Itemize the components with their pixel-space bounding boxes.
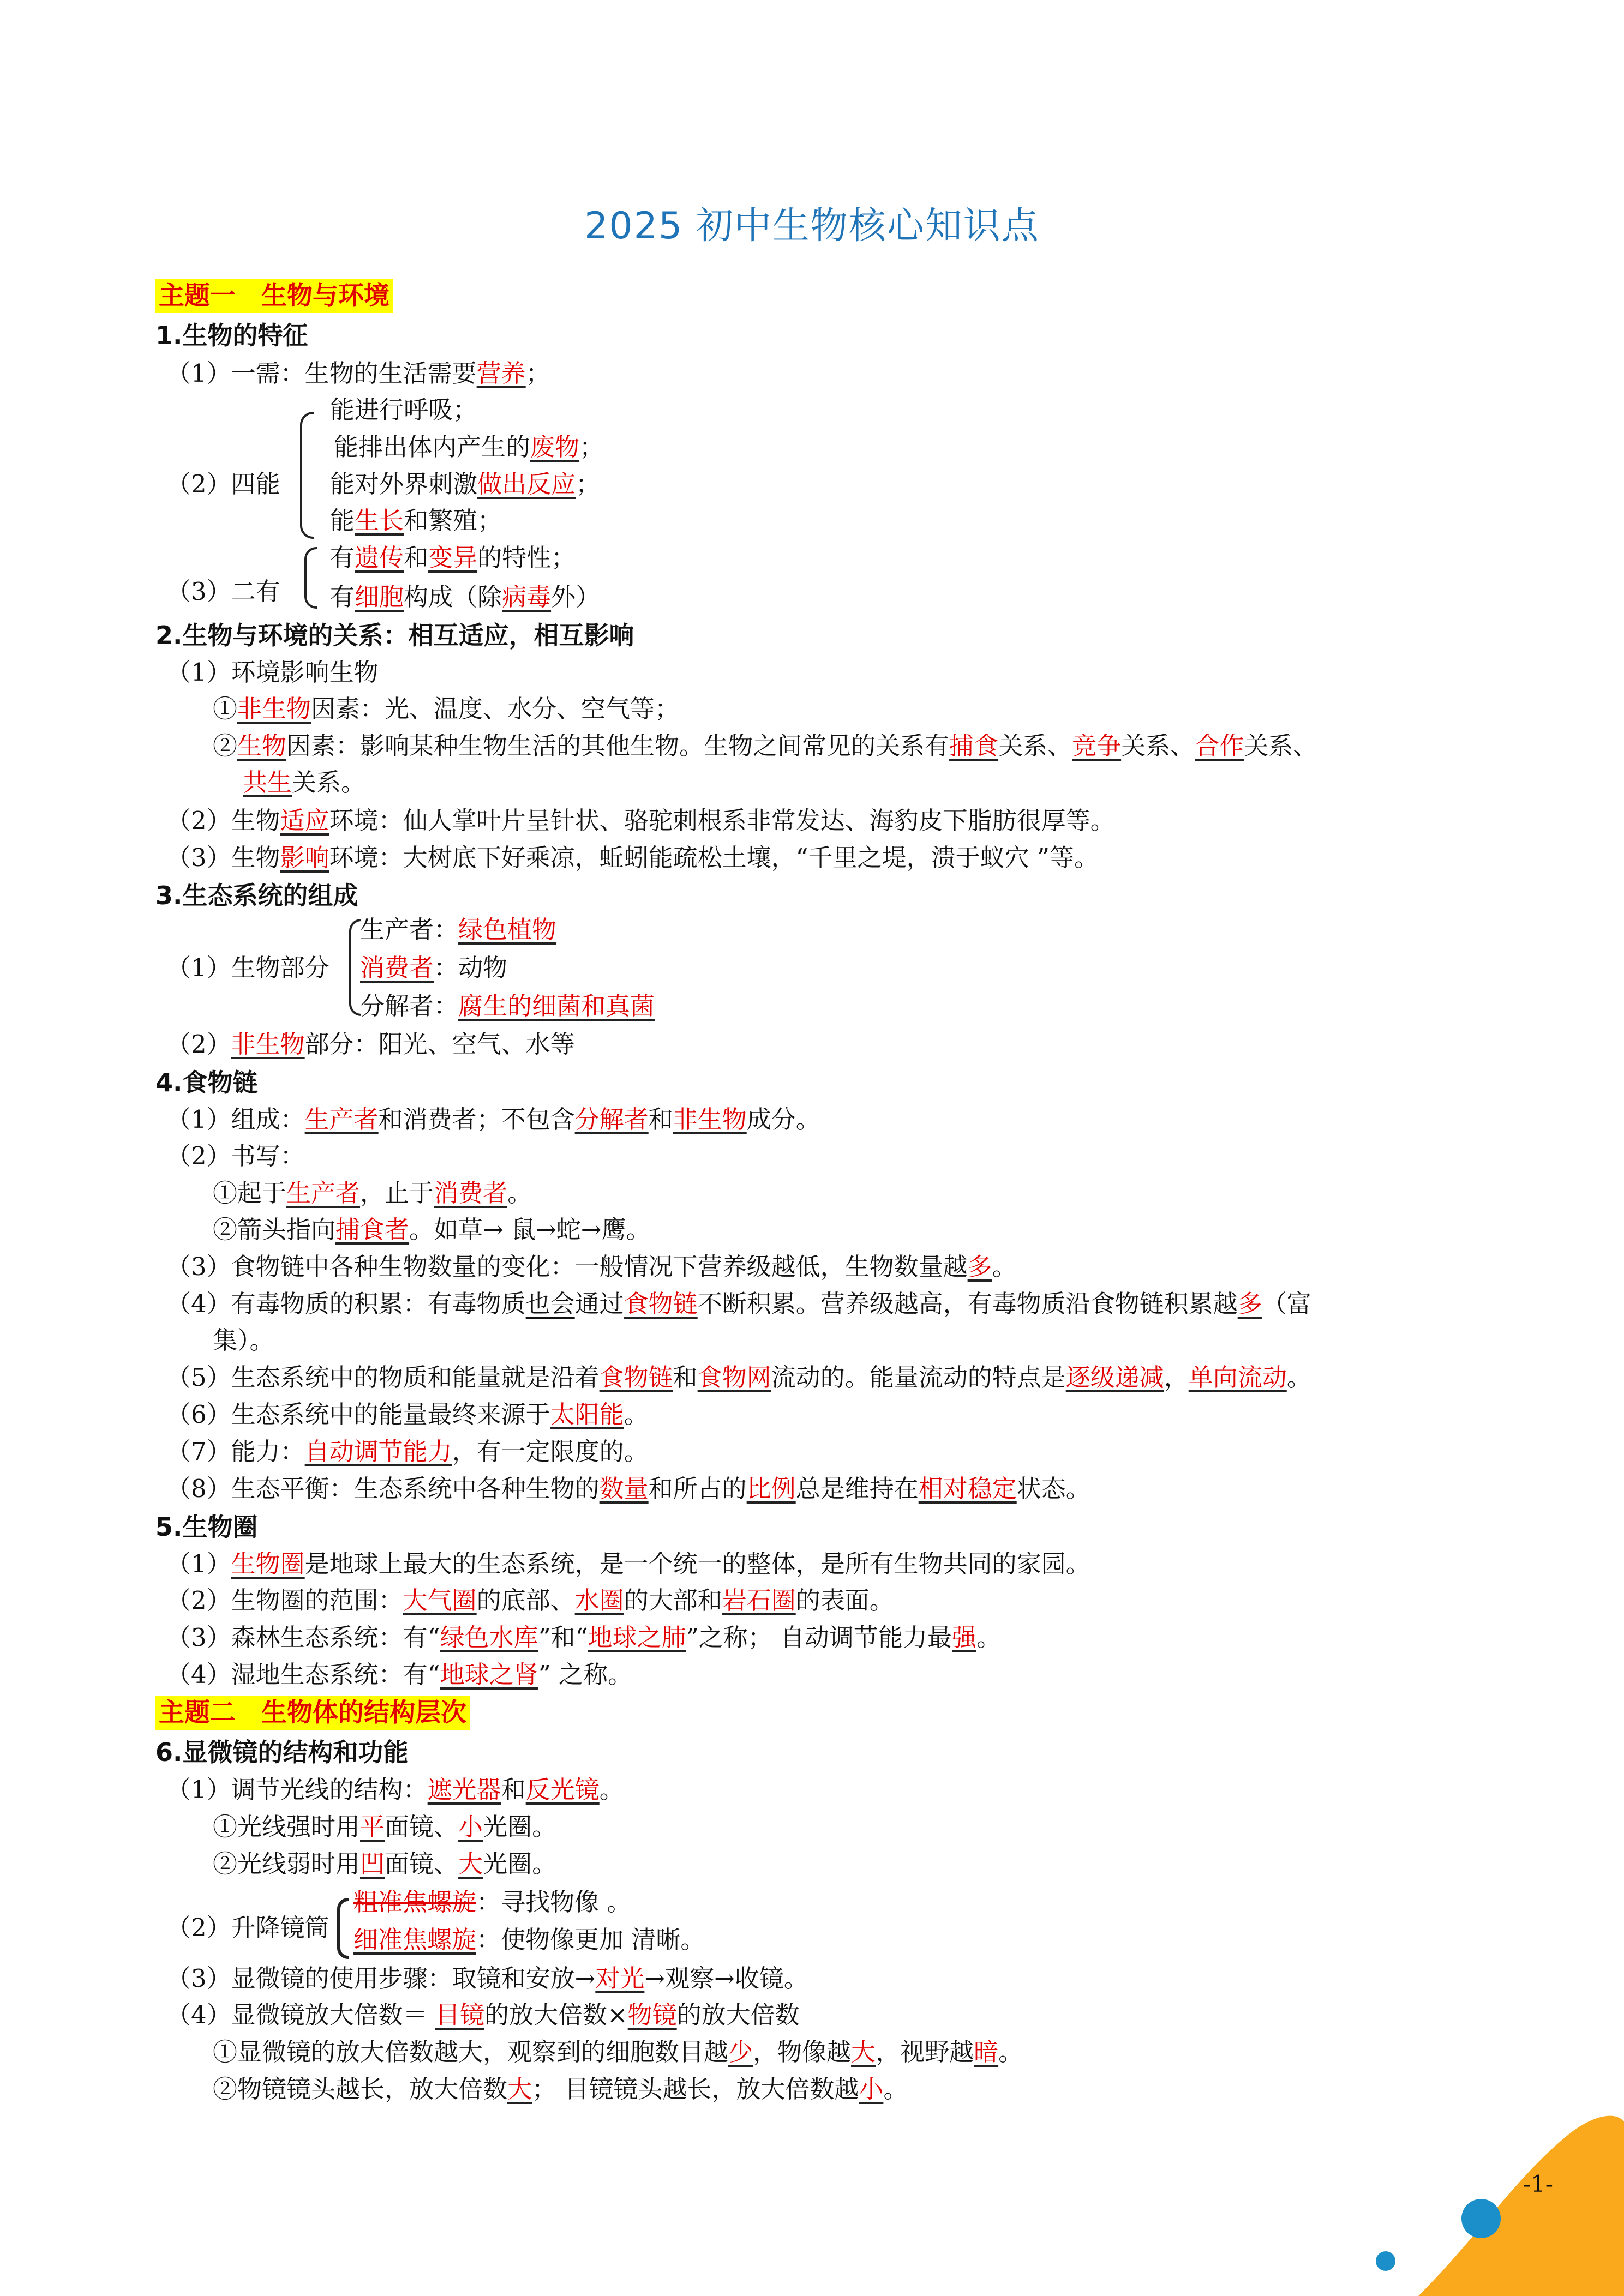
s5-line-d: （4）湿地生态系统：有“地球之肾” 之称。 [166, 1660, 632, 1689]
s3-line-a3: 分解者：腐生的细菌和真菌 [360, 991, 655, 1020]
s2-line-a2: ②生物因素：影响某种生物生活的其他生物。生物之间常见的关系有捕食关系、竞争关系、合作关系、 [213, 731, 1318, 760]
blue-dot-small [1376, 2251, 1395, 2271]
section-heading-4: 4.食物链 [155, 1068, 258, 1097]
theme-heading-2: 主题二 生物体的结构层次 [155, 1696, 470, 1730]
section-heading-3: 3.生态系统的组成 [155, 881, 358, 910]
brace-four-abilities [300, 412, 314, 539]
s1-line-c2: 有细胞构成（除病毒外） [330, 582, 601, 611]
s5-line-b: （2）生物圈的范围：大气圈的底部、水圈的大部和岩石圈的表面。 [166, 1586, 894, 1615]
s3-line-a1: 生产者：绿色植物 [360, 915, 557, 944]
s5-line-a: （1）生物圈是地球上最大的生态系统，是一个统一的整体，是所有生物共同的家园。 [166, 1549, 1090, 1578]
blue-dot-large [1461, 2199, 1501, 2238]
s4-line-g: （7）能力：自动调节能力，有一定限度的。 [166, 1437, 649, 1466]
brace-biotic-parts [349, 919, 361, 1016]
s6-line-b1: 粗准焦螺旋：寻找物像 。 [353, 1888, 632, 1916]
s2-line-c: （3）生物影响环境：大树底下好乘凉，蚯蚓能疏松土壤，“千里之堤，溃于蚁穴 ”等。 [166, 843, 1099, 872]
section-heading-6: 6.显微镜的结构和功能 [155, 1738, 409, 1767]
s4-line-d2: 集）。 [213, 1326, 274, 1355]
s1-four-label: （2）四能 [166, 470, 280, 498]
page-number: -1- [1523, 2171, 1553, 2197]
s4-line-b: （2）书写： [166, 1141, 305, 1170]
s6-line-d1: ①显微镜的放大倍数越大，观察到的细胞数目越少，物像越大，视野越暗。 [213, 2037, 1023, 2066]
s2-line-b: （2）生物适应环境：仙人掌叶片呈针状、骆驼刺根系非常发达、海豹皮下脂肪很厚等。 [166, 806, 1115, 835]
section-heading-1: 1.生物的特征 [155, 321, 308, 350]
s6-line-a1: ①光线强时用平面镜、小光圈。 [213, 1812, 557, 1841]
s1-line-c1: 有遗传和变异的特性； [330, 543, 576, 572]
s6-line-a2: ②光线弱时用凹面镜、大光圈。 [213, 1849, 557, 1878]
s2-line-a: （1）环境影响生物 [166, 658, 379, 687]
s1-two-label: （3）二有 [166, 577, 280, 606]
s4-line-b2: ②箭头指向捕食者。如草→ 鼠→蛇→鹰。 [213, 1215, 651, 1244]
s6-line-d: （4）显微镜放大倍数＝ 目镜的放大倍数×物镜的放大倍数 [166, 2000, 800, 2029]
brace-focus-knobs [337, 1898, 349, 1959]
s5-line-c: （3）森林生态系统：有“绿色水库”和“地球之肺”之称； 自动调节能力最强。 [166, 1623, 1002, 1652]
s3-bio-label: （1）生物部分 [166, 953, 329, 982]
orange-wave-shape [1418, 2116, 1624, 2296]
s1-line-b2: 能排出体内产生的废物； [334, 432, 604, 461]
brace-two-haves [304, 547, 317, 609]
s6-line-b2: 细准焦螺旋：使物像更加 清晰。 [353, 1925, 705, 1954]
s4-line-d: （4）有毒物质的积累：有毒物质也会通过食物链不断积累。营养级越高，有毒物质沿食物链积累越多（富 [166, 1289, 1311, 1318]
s3-line-a2: 消费者：动物 [360, 953, 508, 982]
s1-line-a: （1）一需：生物的生活需要营养； [166, 359, 550, 388]
s2-line-a3: 共生关系。 [243, 768, 366, 797]
s4-line-a: （1）组成：生产者和消费者；不包含分解者和非生物成分。 [166, 1105, 820, 1134]
s4-line-f: （6）生态系统中的能量最终来源于太阳能。 [166, 1400, 649, 1429]
s1-line-b4: 能生长和繁殖； [330, 506, 502, 535]
s4-line-h: （8）生态平衡：生态系统中各种生物的数量和所占的比例总是维持在相对稳定状态。 [166, 1474, 1090, 1503]
theme-heading-1: 主题一 生物与环境 [155, 279, 393, 313]
s6-line-a: （1）调节光线的结构：遮光器和反光镜。 [166, 1775, 624, 1804]
s6-line-d2: ②物镜镜头越长，放大倍数大； 目镜镜头越长，放大倍数越小。 [213, 2075, 908, 2103]
s2-line-a1: ①非生物因素：光、温度、水分、空气等； [213, 694, 680, 723]
section-heading-5: 5.生物圈 [155, 1512, 258, 1542]
s1-line-b3: 能对外界刺激做出反应； [330, 470, 601, 498]
s6-line-c: （3）显微镜的使用步骤：取镜和安放→对光→观察→收镜。 [166, 1964, 808, 1993]
s4-line-b1: ①起于生产者，止于消费者。 [213, 1179, 532, 1207]
s3-line-b: （2）非生物部分：阳光、空气、水等 [166, 1030, 575, 1059]
section-heading-2: 2.生物与环境的关系：相互适应，相互影响 [155, 621, 634, 650]
s4-line-e: （5）生态系统中的物质和能量就是沿着食物链和食物网流动的。能量流动的特点是逐级递减，单向流动。 [166, 1363, 1311, 1392]
s1-line-b1: 能进行呼吸； [330, 395, 478, 424]
s6-focus-label: （2）升降镜筒 [166, 1913, 329, 1942]
s4-line-c: （3）食物链中各种生物数量的变化：一般情况下营养级越低，生物数量越多。 [166, 1252, 1017, 1281]
page-title: 2025 初中生物核心知识点 [584, 205, 1040, 248]
corner-decoration [1337, 2100, 1624, 2296]
